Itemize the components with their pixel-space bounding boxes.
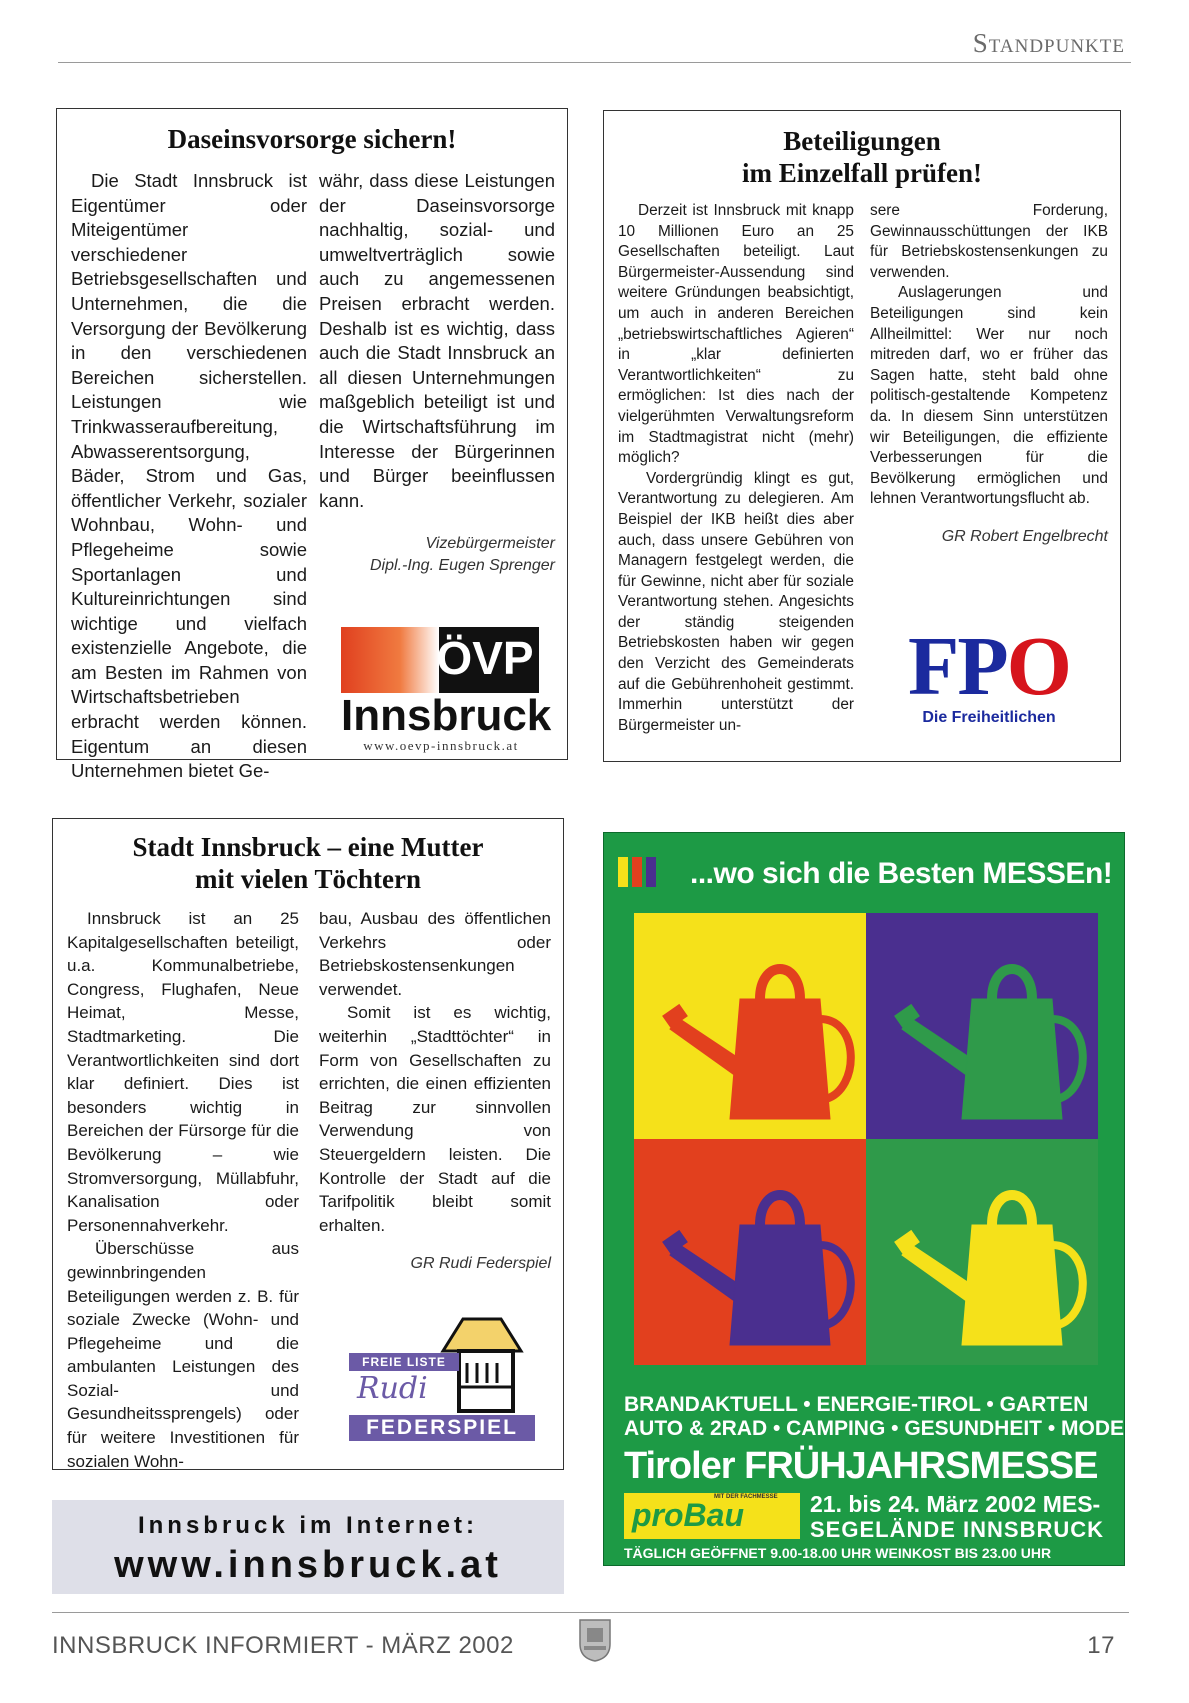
signature: GR Rudi Federspiel: [410, 1255, 551, 1273]
paragraph: Somit ist es wichtig, weiterhin „Stadttöchter“ in Form von Gesellschaften zu errichten, die einen effizienten Beitrag zur sinnvollen Verwendung von Steuergeldern leisten. Die Kontrolle der Stadt auf die Tarifpolitik bleibt somit erhalten.: [319, 1003, 551, 1235]
watering-can-yellow: [895, 1195, 1083, 1345]
footer-rule: [52, 1612, 1129, 1613]
paragraph: währ, dass diese Leistungen der Daseinsvorsorge nachhaltig, sozial- und umweltverträglich sowie auch zu angemessenen Preisen erbracht werden. Deshalb ist es wichtig, dass auch die Stadt Innsbruck an all diesen Unternehmungen maßgeblich beteiligt ist und die Wirtschaftsführung im Interesse der Bürgerinnen und Bürger beeinflussen kann.: [319, 170, 555, 511]
messe-dates-line2: SEGELÄNDE INNSBRUCK: [810, 1517, 1105, 1542]
article-title-line2: im Einzelfall prüfen!: [742, 158, 982, 189]
messe-topics-line1: BRANDAKTUELL • ENERGIE-TIROL • GARTEN: [624, 1393, 1089, 1416]
signature-role: Vizebürgermeister: [425, 535, 555, 553]
article-title: [53, 831, 563, 896]
article-freie-liste: [52, 818, 564, 1470]
messe-hours: TÄGLICH GEÖFFNET 9.00-18.00 UHR WEINKOST BIS 23.00 UHR: [624, 1545, 1052, 1561]
paragraph: Derzeit ist Innsbruck mit knapp 10 Millionen Euro an 25 Gesellschaften beteiligt. Laut Bürgermeister-Aussendung sind weitere Gründungen beabsichtigt, um auch in anderen Bereichen „betriebswirtschaftliches Agieren“ in „klar definierten Verantwortlichkeiten“ zu ermöglichen: Ist dies nach der vielgerühmten Verwaltungsreform im Stadtmagistrat nicht (mehr) möglich?: [618, 202, 854, 467]
signature: [319, 533, 555, 576]
freie-liste-logo-top: FREIE LISTE: [349, 1353, 459, 1371]
fpoe-logo-text: FPO: [908, 620, 1070, 713]
article-title-line1: Stadt Innsbruck – eine Mutter: [132, 832, 484, 862]
fpoe-logo-sub: Die Freiheitlichen: [922, 709, 1056, 726]
signature-name: Dipl.-Ing. Eugen Sprenger: [370, 556, 555, 574]
paragraph: Die Stadt Innsbruck ist Eigentümer oder Miteigentümer verschiedener Betriebsgesellschaften und Unternehmen, die die Versorgung der Bevölkerung in den verschiedenen Bereichen sicherstellen. Leistungen wie Trinkwasseraufbereitung, Abwasserentsorgung, Bäder, Strom und Gas, öffentlicher Verkehr, sozialer Wohnbau, Wohn- und Pflegeheime sowie Sportanlagen und Kultureinrichtungen sind wichtige und vielfach existenzielle Angebote, die am Besten im Rahmen von Wirtschaftsbetrieben erbracht werden können. Eigentum an diesen Unternehmen bietet Ge-: [71, 170, 307, 782]
paragraph: Auslagerungen und Beteiligungen sind kein Allheilmittel: Wer nur noch mitreden darf, wo er früher das Sagen hatte, steht bald ohne politisch-gestaltende Kompetenz da. In diesem Sinn unterstützen wir Beteiligungen, die effiziente Verbesserungen für die Bevölkerung ermöglichen und lehnen Verantwortungsflucht ab.: [870, 284, 1108, 508]
messe-event-title: Tiroler FRÜHJAHRSMESSE: [624, 1445, 1098, 1487]
probau-logo-text: proBau: [632, 1497, 744, 1533]
footer-publication: INNSBRUCK INFORMIERT - MÄRZ 2002: [52, 1632, 514, 1659]
internet-banner: [52, 1500, 564, 1594]
city-crest-icon: [578, 1618, 612, 1662]
probau-logo-small: MIT DER FACHMESSE: [714, 1494, 778, 1500]
article-title-line2: mit vielen Töchtern: [195, 864, 421, 895]
messe-topics-line2: AUTO & 2RAD • CAMPING • GESUNDHEIT • MODE: [624, 1417, 1125, 1440]
paragraph: sere Forderung, Gewinnausschüttungen der IKB für Betriebskostensenkungen zu verwenden.: [870, 202, 1108, 281]
article-column-left: [618, 201, 854, 736]
oevp-logo-url: www.oevp-innsbruck.at: [363, 738, 519, 753]
article-title-line1: Beteiligungen: [783, 126, 941, 156]
paragraph: Überschüsse aus gewinnbringenden Beteiligungen werden z. B. für soziale Zwecke (Wohn- und Pflegeheime und die ambulanten Leistungen des Sozial- und Gesundheitssprengels) oder für weitere Investitionen für sozialen Wohn-: [67, 1239, 299, 1471]
fpoe-logo: [894, 620, 1084, 726]
page-number: 17: [1087, 1632, 1115, 1659]
internet-banner-label: Innsbruck im Internet:: [137, 1512, 479, 1539]
header-rule: [58, 62, 1131, 63]
probau-logo: [624, 1493, 800, 1539]
messe-dates-line1: 21. bis 24. März 2002 MES-: [810, 1491, 1101, 1517]
article-column-left: [71, 169, 307, 784]
freie-liste-logo-bottom: FEDERSPIEL: [349, 1415, 535, 1441]
messe-advertisement: [603, 832, 1125, 1566]
oevp-logo-city: Innsbruck: [341, 691, 552, 740]
watering-can-red: [663, 969, 851, 1119]
internet-banner-url[interactable]: www.innsbruck.at: [114, 1544, 502, 1586]
paragraph: bau, Ausbau des öffentlichen Verkehrs oder Betriebskostensenkungen verwendet.: [319, 909, 551, 999]
article-title: [604, 125, 1120, 190]
section-label: Standpunkte: [972, 28, 1125, 58]
messe-slogan: ...wo sich die Besten MESSEn!: [690, 857, 1113, 890]
messe-logo-icon: [614, 847, 674, 891]
article-fpoe: [603, 110, 1121, 762]
oevp-logo-text: ÖVP: [436, 632, 534, 684]
watering-can-green: [895, 969, 1083, 1119]
paragraph: Innsbruck ist an 25 Kapitalgesellschaften beteiligt, u.a. Kommunalbetriebe, Congress, Flughafen, Neue Heimat, Messe, Stadtmarketing. Die Verantwortlichkeiten sind dort klar definiert. Dies ist besonders wichtig in Bereichen der Fürsorge für die Bevölkerung – wie Stromversorgung, Müllabfuhr, Kanalisation oder Personennahverkehr.: [67, 909, 299, 1235]
article-oevp: [56, 108, 568, 782]
article-column-left: [67, 907, 299, 1473]
oevp-logo-flag: [341, 627, 439, 693]
oevp-logo: [341, 621, 552, 753]
freie-liste-logo-script: Rudi: [357, 1371, 428, 1406]
watering-can-purple: [663, 1195, 851, 1345]
freie-liste-logo: [343, 1311, 543, 1451]
paragraph: Vordergründig klingt es gut, Verantwortung zu delegieren. Am Beispiel der IKB heißt dies aber auch, dass unsere Gebühren von Managern festgelegt werden, die für Gewinne, nicht aber für soziale Verantwortung stehen. Angesichts der ständig steigenden Betriebskosten haben wir gegen den Verzicht des Gemeinderats auf die Gebührenhoheit gestimmt. Immerhin unterstützt der Bürgermeister un-: [618, 469, 854, 734]
watering-cans-illustration: [634, 913, 1098, 1365]
signature: GR Robert Engelbrecht: [941, 527, 1108, 545]
article-title: Daseinsvorsorge sichern!: [167, 124, 457, 154]
